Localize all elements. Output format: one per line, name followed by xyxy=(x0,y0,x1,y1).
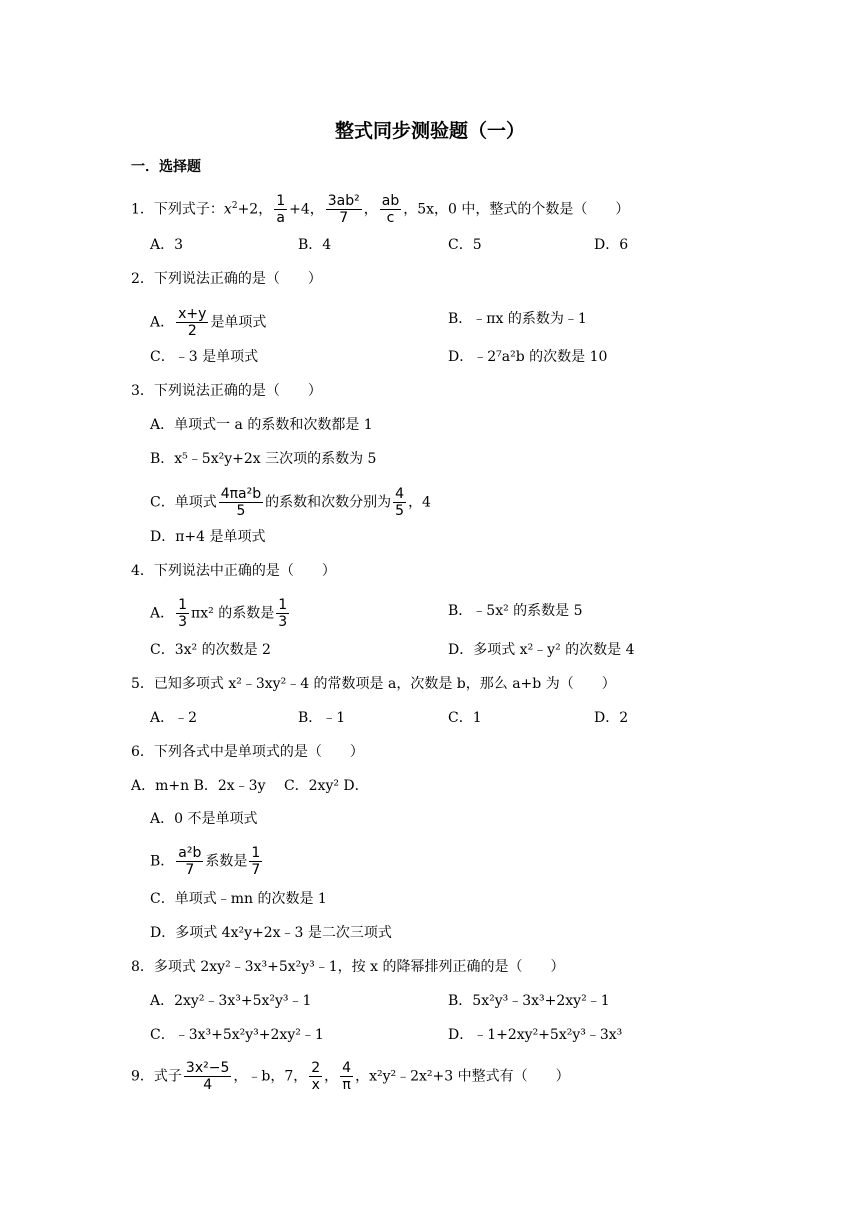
option-b: B．4 xyxy=(298,237,332,253)
option-d: D．多项式 4x²y+2x﹣3 是二次三项式 xyxy=(150,925,392,941)
question-2-stem: 2．下列说法正确的是（ ） xyxy=(131,271,322,287)
option-a: A．0 不是单项式 xyxy=(150,811,258,827)
option-d: D．﹣1+2xy²+5x²y³﹣3x³ xyxy=(448,1027,623,1043)
option-b: B．﹣πx 的系数为﹣1 xyxy=(448,311,587,327)
option-d: D．多项式 x²﹣y² 的次数是 4 xyxy=(448,642,635,658)
fraction: $\frac{\text{3ab²}}{7}$ xyxy=(327,193,360,226)
option-c: C．3x² 的次数是 2 xyxy=(150,642,271,658)
fraction: $\frac{1}{7}$ xyxy=(251,845,261,878)
fraction: $\frac{\text{4πa²b}}{5}$ xyxy=(220,486,262,519)
question-6-options: A．m+n B．2x﹣3y C．2xy² D． xyxy=(131,778,369,794)
question-1-stem: 1．下列式子：$x^2+2$， $\frac{1}{a}$ +4， $\frac{\text{3ab²}}{7}$ ， $\frac{ab}{c}$ ，5x，0 中，整式的个数是（ ） xyxy=(131,193,630,226)
option-b: B．x⁵﹣5x²y+2x 三次项的系数为 5 xyxy=(150,451,377,467)
fraction: $\frac{1}{3}$ xyxy=(278,597,288,630)
fraction: $\frac{1}{a}$ xyxy=(276,193,286,226)
option-d: D．2 xyxy=(594,710,629,726)
option-b: B． $\frac{\text{a²b}}{7}$ 系数是 $\frac{1}{7}$ xyxy=(150,845,261,878)
option-c: C．﹣3 是单项式 xyxy=(150,349,259,365)
question-6-stem: 6．下列各式中是单项式的是（ ） xyxy=(131,744,364,760)
fraction: $\frac{4}{\pi}$ xyxy=(342,1060,352,1093)
option-b: B．﹣1 xyxy=(298,710,346,726)
fraction: $\frac{2}{x}$ xyxy=(311,1060,321,1093)
option-a: A．2xy²﹣3x³+5x²y³﹣1 xyxy=(150,993,312,1009)
question-4-stem: 4．下列说法中正确的是（ ） xyxy=(131,563,336,579)
option-a: A． $\frac{1}{3}$ πx² 的系数是 $\frac{1}{3}$ xyxy=(150,597,288,630)
option-c: C．5 xyxy=(448,237,482,253)
fraction: $\frac{1}{3}$ xyxy=(178,597,188,630)
document-title: 整式同步测验题（一） xyxy=(334,120,525,142)
option-c: C．﹣3x³+5x²y³+2xy²﹣1 xyxy=(150,1027,324,1043)
option-d: D．﹣2⁷a²b 的次数是 10 xyxy=(448,349,608,365)
question-5-stem: 5．已知多项式 x²﹣3xy²﹣4 的常数项是 a，次数是 b，那么 a+b 为（ ） xyxy=(131,676,616,692)
option-c: C．单项式﹣mn 的次数是 1 xyxy=(150,891,327,907)
option-a: A． $\frac{x+y}{2}$ 是单项式 xyxy=(150,306,267,339)
option-b: B．5x²y³﹣3x³+2xy²﹣1 xyxy=(448,993,610,1009)
option-d: D．π+4 是单项式 xyxy=(150,529,266,545)
fraction: $\frac{x+y}{2}$ xyxy=(178,306,207,339)
option-a: A．单项式一 a 的系数和次数都是 1 xyxy=(150,417,373,433)
question-3-stem: 3．下列说法正确的是（ ） xyxy=(131,383,322,399)
option-c: C．1 xyxy=(448,710,482,726)
fraction: $\frac{\text{a²b}}{7}$ xyxy=(178,845,202,878)
option-b: B．﹣5x² 的系数是 5 xyxy=(448,603,583,619)
option-c: C．单项式 $\frac{\text{4πa²b}}{5}$ 的系数和次数分别为 $\frac{4}{5}$ ，4 xyxy=(150,486,431,519)
fraction: $\frac{4}{5}$ xyxy=(395,486,405,519)
option-d: D．6 xyxy=(594,237,629,253)
fraction: $\frac{ab}{c}$ xyxy=(381,193,400,226)
fraction: $\frac{\text{3x²−5}}{4}$ xyxy=(185,1060,230,1093)
option-a: A．﹣2 xyxy=(150,710,198,726)
section-heading: 一．选择题 xyxy=(131,159,201,175)
question-8-stem: 8．多项式 2xy²﹣3x³+5x²y³﹣1，按 x 的降幂排列正确的是（ ） xyxy=(131,959,565,975)
option-a: A．3 xyxy=(150,237,184,253)
question-9-stem: 9．式子 $\frac{\text{3x²−5}}{4}$ ，﹣b，7， $\frac{2}{x}$ ， $\frac{4}{\pi}$ ，x²y²﹣2x²+3 中整式有（ ） xyxy=(131,1060,570,1093)
